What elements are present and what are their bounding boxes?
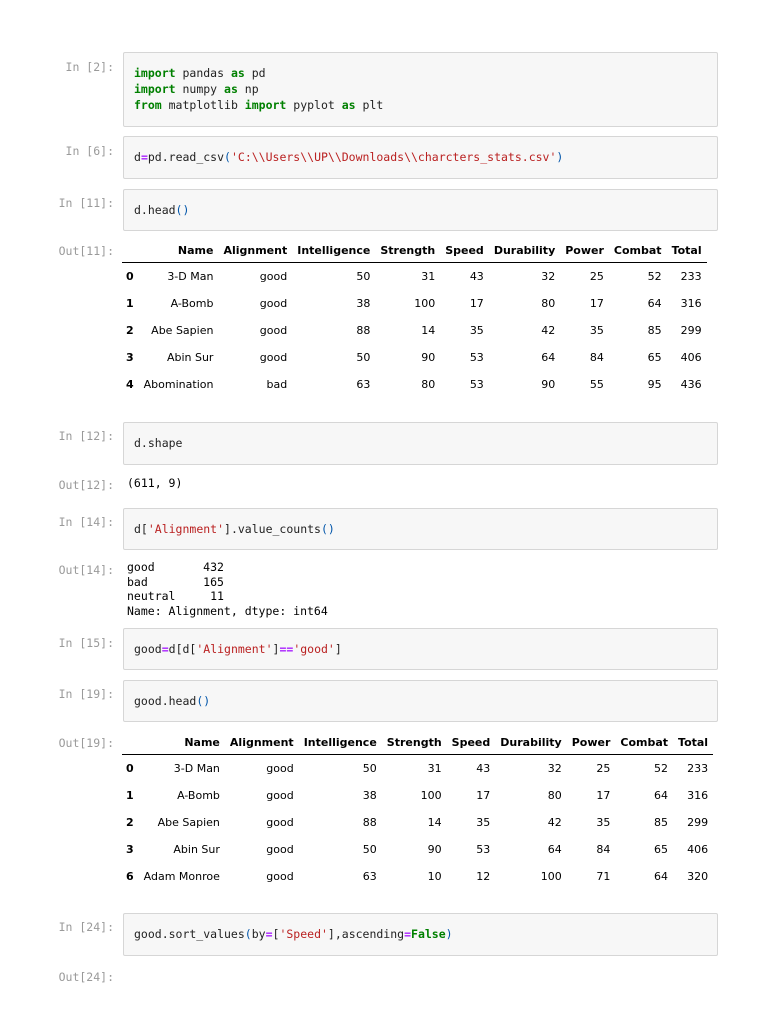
- code-text: d: [134, 150, 141, 164]
- table-row: [122, 809, 713, 836]
- table-cell: 10: [427, 870, 442, 883]
- table-cell: good: [266, 789, 294, 802]
- row-index: 0: [126, 270, 134, 283]
- code-cell-imports[interactable]: [123, 52, 718, 127]
- code-text: good: [134, 642, 162, 656]
- string-literal: 'Alignment': [147, 522, 225, 536]
- table-cell: 38: [356, 297, 371, 310]
- table-cell: 316: [680, 297, 702, 310]
- output-line: neutral 11: [127, 589, 224, 603]
- operator: =: [161, 642, 169, 656]
- table-cell: 32: [541, 270, 556, 283]
- row-index: 0: [126, 762, 134, 775]
- row-index: 4: [126, 378, 134, 391]
- table-cell: 85: [647, 324, 662, 337]
- table-cell: 17: [589, 297, 604, 310]
- table-cell: 85: [654, 816, 669, 829]
- code-line: [134, 202, 707, 218]
- code-line: [134, 97, 707, 113]
- table-cell: 90: [427, 843, 442, 856]
- column-header: Name: [139, 238, 219, 263]
- column-header: Power: [567, 730, 616, 755]
- table-cell: 38: [362, 789, 377, 802]
- table-cell: Adam Monroe: [143, 870, 220, 883]
- row-index: 1: [126, 789, 134, 802]
- code-cell-sort-values[interactable]: [123, 913, 718, 956]
- table-cell: 31: [421, 270, 436, 283]
- table-cell: 53: [476, 843, 491, 856]
- table-row: [122, 782, 713, 809]
- column-header: Strength: [382, 730, 447, 755]
- code-text: matplotlib: [161, 98, 245, 112]
- table-cell: A-Bomb: [177, 789, 220, 802]
- table-cell: bad: [266, 378, 288, 391]
- code-line: [134, 65, 707, 81]
- table-cell: 406: [680, 351, 702, 364]
- table-cell: 90: [541, 378, 556, 391]
- code-text: by: [251, 927, 266, 941]
- code-text: good.head: [134, 694, 197, 708]
- table-cell: A-Bomb: [170, 297, 214, 310]
- code-cell-head[interactable]: [123, 189, 718, 231]
- input-prompt: In [11]:: [58, 196, 114, 210]
- table-cell: 50: [362, 843, 377, 856]
- column-header: Alignment: [218, 238, 292, 263]
- code-text: d[d[: [168, 642, 197, 656]
- output-line: good 432: [127, 560, 224, 574]
- column-header: Intelligence: [299, 730, 382, 755]
- code-cell-value-counts[interactable]: [123, 508, 718, 550]
- code-line: [134, 641, 707, 657]
- code-text: plt: [355, 98, 384, 112]
- table-cell: 299: [680, 324, 702, 337]
- table-cell: 50: [356, 351, 371, 364]
- table-cell: 64: [647, 297, 662, 310]
- row-index: 2: [126, 324, 134, 337]
- table-row: [122, 263, 707, 291]
- input-prompt: In [12]:: [58, 429, 114, 443]
- table-cell: 43: [476, 762, 491, 775]
- code-text: numpy: [175, 82, 225, 96]
- table-cell: 100: [414, 297, 436, 310]
- input-prompt: In [14]:: [58, 515, 114, 529]
- table-row: [122, 371, 707, 398]
- code-text: pd: [244, 66, 266, 80]
- code-text: ]: [272, 642, 280, 656]
- table-header-row: [122, 730, 713, 755]
- table-cell: 52: [654, 762, 669, 775]
- table-cell: 25: [596, 762, 611, 775]
- table-cell: 80: [541, 297, 556, 310]
- code-text: np: [237, 82, 259, 96]
- column-header: Total: [667, 238, 707, 263]
- code-line: [134, 521, 707, 537]
- table-cell: 63: [356, 378, 371, 391]
- string-literal: 'Speed': [279, 927, 328, 941]
- table-header-row: [122, 238, 707, 263]
- table-cell: 71: [596, 870, 611, 883]
- output-text: (611, 9): [127, 476, 183, 490]
- table-cell: good: [266, 816, 294, 829]
- table-cell: 3-D Man: [173, 762, 220, 775]
- keyword: import: [134, 82, 176, 96]
- keyword: import: [134, 66, 176, 80]
- table-cell: 95: [647, 378, 662, 391]
- table-cell: 35: [476, 816, 491, 829]
- table-cell: 84: [589, 351, 604, 364]
- output-line: Name: Alignment, dtype: int64: [127, 603, 328, 618]
- column-header: Name: [139, 730, 225, 755]
- code-cell-shape[interactable]: [123, 422, 718, 465]
- output-prompt: Out[24]:: [58, 970, 114, 984]
- column-header: Speed: [440, 238, 489, 263]
- input-prompt: In [19]:: [58, 687, 114, 701]
- operator: ==: [279, 642, 294, 656]
- table-cell: good: [259, 324, 288, 337]
- column-header: Durability: [489, 238, 560, 263]
- code-line: d.shape: [134, 436, 183, 450]
- index-header: [122, 238, 139, 263]
- keyword: as: [230, 66, 245, 80]
- output-prompt: Out[11]:: [58, 244, 114, 258]
- output-text: [127, 560, 328, 618]
- code-cell-filter[interactable]: [123, 628, 718, 670]
- table-cell: 35: [469, 324, 484, 337]
- code-cell-good-head[interactable]: [123, 680, 718, 722]
- table-cell: 299: [687, 816, 709, 829]
- table-cell: 3-D Man: [167, 270, 214, 283]
- column-header: Alignment: [225, 730, 299, 755]
- table-cell: 42: [541, 324, 556, 337]
- code-text: pd.read_csv: [147, 150, 225, 164]
- table-cell: Abe Sapien: [157, 816, 220, 829]
- table-row: [122, 755, 713, 783]
- paren: (): [175, 203, 190, 217]
- boolean-literal: False: [411, 927, 446, 941]
- table-cell: 64: [654, 789, 669, 802]
- table-cell: 31: [427, 762, 442, 775]
- index-header: [122, 730, 139, 755]
- code-text: [: [272, 927, 280, 941]
- output-prompt: Out[19]:: [58, 736, 114, 750]
- dataframe-table: [122, 730, 713, 890]
- column-header: Speed: [447, 730, 496, 755]
- table-cell: 65: [654, 843, 669, 856]
- code-text: good.sort_values: [134, 927, 245, 941]
- table-row: [122, 344, 707, 371]
- table-cell: 100: [540, 870, 562, 883]
- row-index: 1: [126, 297, 134, 310]
- table-cell: 65: [647, 351, 662, 364]
- paren: (: [224, 150, 231, 164]
- table-cell: good: [266, 762, 294, 775]
- row-index: 6: [126, 870, 134, 883]
- operator: =: [404, 927, 412, 941]
- string-literal: 'Alignment': [196, 642, 273, 656]
- table-cell: 42: [547, 816, 562, 829]
- table-cell: 50: [362, 762, 377, 775]
- input-prompt: In [6]:: [65, 144, 114, 158]
- table-cell: 25: [589, 270, 604, 283]
- table-cell: 52: [647, 270, 662, 283]
- code-line: [134, 926, 707, 942]
- column-header: Total: [673, 730, 713, 755]
- table-cell: 100: [420, 789, 442, 802]
- table-cell: good: [259, 270, 288, 283]
- paren: (: [244, 927, 252, 941]
- table-cell: 406: [687, 843, 709, 856]
- code-text: ],ascending: [327, 927, 405, 941]
- table-cell: 320: [687, 870, 709, 883]
- code-text: d[: [134, 522, 148, 536]
- string-literal: 'good': [293, 642, 335, 656]
- row-index: 3: [126, 843, 134, 856]
- table-cell: 17: [596, 789, 611, 802]
- code-text: pandas: [175, 66, 231, 80]
- output-line: bad 165: [127, 574, 224, 589]
- code-cell-read-csv[interactable]: [123, 136, 718, 179]
- code-text: ].value_counts: [224, 522, 321, 536]
- table-cell: 50: [356, 270, 371, 283]
- table-cell: 53: [469, 351, 484, 364]
- code-text: ]: [334, 642, 342, 656]
- table-cell: 90: [421, 351, 436, 364]
- keyword: import: [244, 98, 287, 112]
- output-prompt: Out[12]:: [58, 478, 114, 492]
- table-cell: 14: [427, 816, 442, 829]
- operator: =: [140, 150, 148, 164]
- table-cell: 436: [680, 378, 702, 391]
- paren: ): [445, 927, 453, 941]
- table-cell: 64: [654, 870, 669, 883]
- operator: =: [265, 927, 273, 941]
- dataframe-table: [122, 238, 707, 398]
- table-cell: good: [259, 297, 288, 310]
- row-index: 3: [126, 351, 134, 364]
- column-header: Combat: [609, 238, 667, 263]
- code-line: [134, 693, 707, 709]
- table-cell: 43: [469, 270, 484, 283]
- code-line: [134, 81, 707, 97]
- table-row: [122, 290, 707, 317]
- table-cell: 53: [469, 378, 484, 391]
- input-prompt: In [24]:: [58, 920, 114, 934]
- table-cell: 17: [476, 789, 491, 802]
- table-cell: 80: [547, 789, 562, 802]
- row-index: 2: [126, 816, 134, 829]
- table-cell: 35: [589, 324, 604, 337]
- table-row: [122, 863, 713, 890]
- column-header: Combat: [615, 730, 673, 755]
- table-cell: 12: [476, 870, 491, 883]
- table-cell: 233: [680, 270, 702, 283]
- column-header: Power: [560, 238, 609, 263]
- paren: (): [196, 694, 211, 708]
- keyword: from: [134, 98, 162, 112]
- table-cell: 55: [589, 378, 604, 391]
- table-cell: Abe Sapien: [151, 324, 214, 337]
- table-cell: 88: [362, 816, 377, 829]
- table-cell: 88: [356, 324, 371, 337]
- column-header: Strength: [375, 238, 440, 263]
- table-cell: Abin Sur: [173, 843, 220, 856]
- code-text: d.head: [134, 203, 176, 217]
- output-prompt: Out[14]:: [58, 563, 114, 577]
- string-literal: 'C:\\Users\\UP\\Downloads\\charcters_stats.csv': [230, 150, 557, 164]
- table-cell: 63: [362, 870, 377, 883]
- paren: (): [320, 522, 335, 536]
- column-header: Durability: [495, 730, 566, 755]
- input-prompt: In [15]:: [58, 636, 114, 650]
- table-cell: 35: [596, 816, 611, 829]
- table-cell: good: [266, 870, 294, 883]
- table-cell: good: [266, 843, 294, 856]
- table-cell: 233: [687, 762, 709, 775]
- input-prompt: In [2]:: [65, 60, 114, 74]
- table-cell: good: [259, 351, 288, 364]
- table-cell: 64: [547, 843, 562, 856]
- table-cell: 316: [687, 789, 709, 802]
- table-cell: 84: [596, 843, 611, 856]
- table-cell: 17: [469, 297, 484, 310]
- table-cell: Abomination: [143, 378, 214, 391]
- code-line: [134, 149, 707, 165]
- paren: ): [556, 150, 564, 164]
- table-cell: 14: [421, 324, 436, 337]
- table-cell: 32: [547, 762, 562, 775]
- keyword: as: [341, 98, 356, 112]
- table-cell: Abin Sur: [166, 351, 214, 364]
- keyword: as: [224, 82, 238, 96]
- table-row: [122, 836, 713, 863]
- code-text: pyplot: [286, 98, 342, 112]
- table-cell: 80: [421, 378, 436, 391]
- table-cell: 64: [541, 351, 556, 364]
- column-header: Intelligence: [292, 238, 375, 263]
- table-row: [122, 317, 707, 344]
